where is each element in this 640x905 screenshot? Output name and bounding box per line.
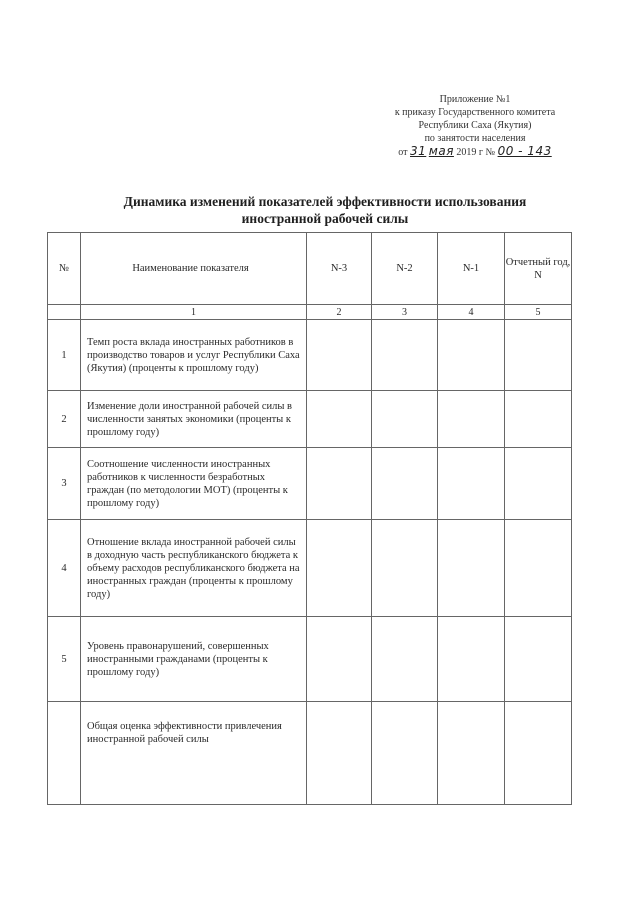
value-cell	[307, 702, 372, 805]
indicator-name: Изменение доли иностранной рабочей силы в численности занятых экономики (проценты к прошлому году)	[81, 391, 307, 448]
value-cell	[505, 617, 572, 702]
column-index: 5	[505, 305, 572, 320]
date-prefix: от	[398, 147, 408, 158]
table-row	[48, 520, 572, 617]
value-cell	[438, 391, 505, 448]
title-line-2: иностранной рабочей силы	[241, 211, 409, 226]
value-cell	[307, 448, 372, 520]
value-cell	[372, 391, 438, 448]
column-index-row	[48, 305, 572, 320]
value-cell	[438, 320, 505, 391]
table-row-total	[48, 702, 572, 805]
header-num: №	[48, 233, 81, 305]
column-index: 4	[438, 305, 505, 320]
appendix-block	[360, 93, 590, 159]
value-cell	[307, 391, 372, 448]
value-cell	[372, 520, 438, 617]
row-number: 2	[48, 391, 81, 448]
appendix-line-4: по занятости населения	[424, 133, 526, 144]
index-empty	[48, 305, 81, 320]
value-cell	[505, 702, 572, 805]
indicator-name: Отношение вклада иностранной рабочей силы в доходную часть республиканского бюджета к объему расходов республиканского бюджета на иностранных граждан (проценты к прошлому году)	[81, 520, 307, 617]
table-row	[48, 617, 572, 702]
header-report-year: Отчетный год, N	[505, 233, 572, 305]
header-name: Наименование показателя	[81, 233, 307, 305]
value-cell	[307, 520, 372, 617]
appendix-line-1: Приложение №1	[439, 94, 511, 105]
row-number: 1	[48, 320, 81, 391]
value-cell	[505, 448, 572, 520]
value-cell	[372, 702, 438, 805]
header-n1: N-1	[438, 233, 505, 305]
indicator-name: Уровень правонарушений, совершенных иностранными гражданами (проценты к прошлому году)	[81, 617, 307, 702]
row-number: 3	[48, 448, 81, 520]
column-index: 2	[307, 305, 372, 320]
row-number: 4	[48, 520, 81, 617]
value-cell	[372, 320, 438, 391]
appendix-line-3: Республики Саха (Якутия)	[418, 120, 532, 131]
indicator-name: Соотношение численности иностранных работников к численности безработных граждан (по методологии МОТ) (проценты к прошлому году)	[81, 448, 307, 520]
table-header-row	[48, 233, 572, 305]
row-number	[48, 702, 81, 805]
indicator-name: Общая оценка эффективности привлечения иностранной рабочей силы	[81, 702, 307, 805]
date-year: 2019 г №	[456, 147, 496, 158]
document-title	[60, 193, 590, 227]
header-n3: N-3	[307, 233, 372, 305]
date-day-handwritten: 31	[410, 144, 427, 158]
table-row	[48, 320, 572, 391]
doc-number-handwritten: 00 - 143	[497, 144, 552, 158]
indicator-name: Темп роста вклада иностранных работников в производство товаров и услуг Республики Саха (Якутия) (проценты к прошлому году)	[81, 320, 307, 391]
column-index: 1	[81, 305, 307, 320]
header-n2: N-2	[372, 233, 438, 305]
table-row	[48, 391, 572, 448]
title-line-1: Динамика изменений показателей эффективности использования	[123, 194, 527, 209]
value-cell	[372, 617, 438, 702]
value-cell	[505, 391, 572, 448]
value-cell	[438, 520, 505, 617]
appendix-line-2: к приказу Государственного комитета	[394, 107, 556, 118]
value-cell	[438, 448, 505, 520]
value-cell	[505, 520, 572, 617]
value-cell	[438, 702, 505, 805]
value-cell	[505, 320, 572, 391]
date-month-handwritten: мая	[428, 144, 454, 158]
value-cell	[438, 617, 505, 702]
row-number: 5	[48, 617, 81, 702]
value-cell	[307, 617, 372, 702]
appendix-date-line	[360, 145, 590, 159]
value-cell	[307, 320, 372, 391]
table-row	[48, 448, 572, 520]
indicators-table	[47, 232, 572, 805]
value-cell	[372, 448, 438, 520]
column-index: 3	[372, 305, 438, 320]
